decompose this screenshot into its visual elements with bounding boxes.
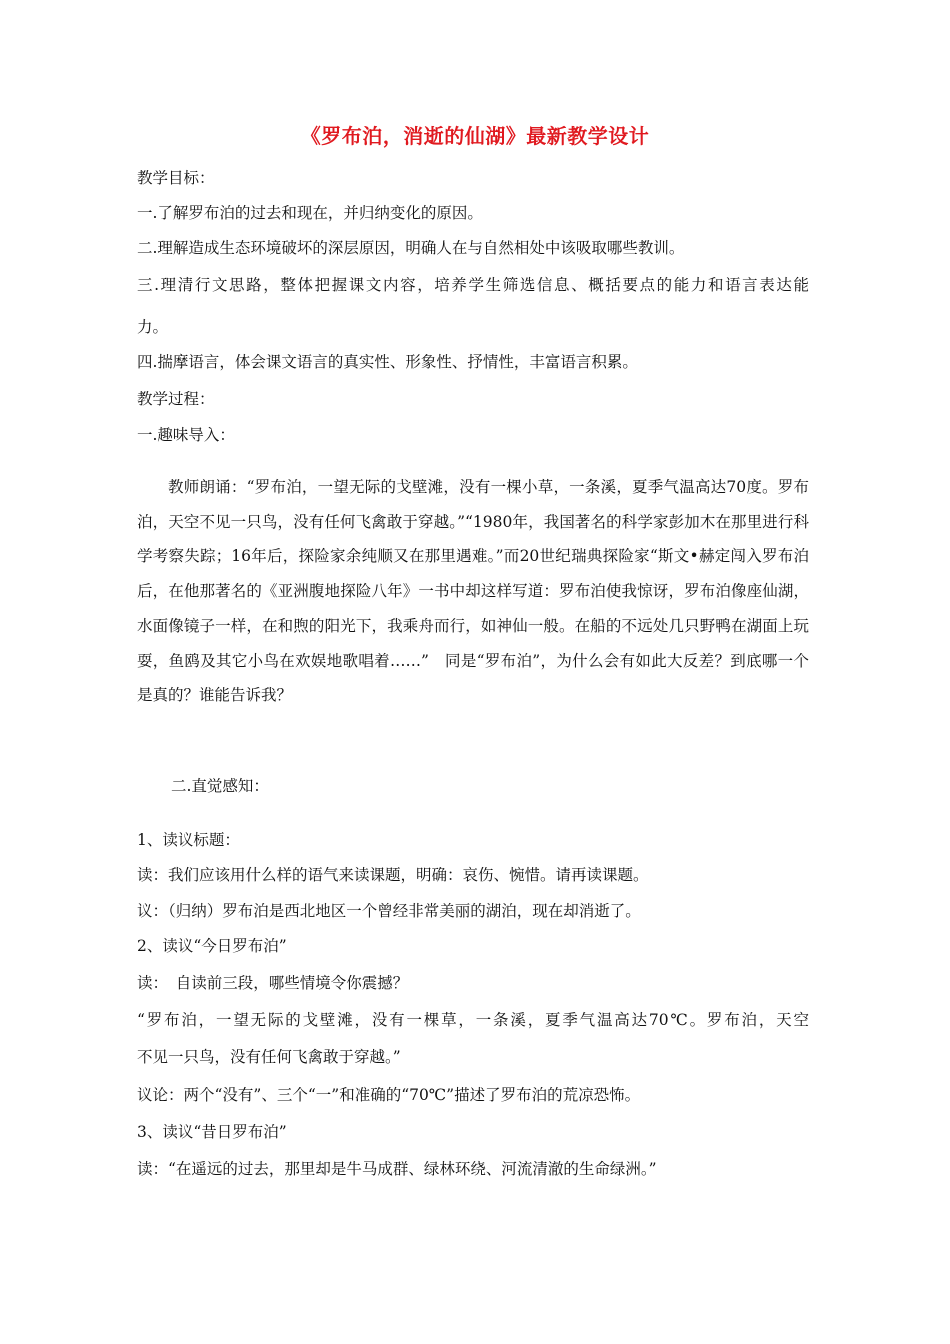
- section2-line-2: 读：我们应该用什么样的语气来读课题，明确：哀伤、惋惜。请再读课题。: [137, 866, 649, 884]
- section2-line-6: “罗布泊，一望无际的戈壁滩，没有一棵草，一条溪，夏季气温高达70℃。罗布泊，天空: [137, 1011, 809, 1029]
- process-heading: 教学过程：: [137, 390, 215, 408]
- section2-line-1: 1、读议标题：: [137, 831, 240, 849]
- section1-heading: 一.趣味导入：: [137, 426, 235, 444]
- objectives-heading: 教学目标：: [137, 169, 215, 187]
- objective-item-3-cont: 力。: [137, 318, 169, 336]
- objective-item-3: 三.理清行文思路，整体把握课文内容，培养学生筛选信息、概括要点的能力和语言表达能: [137, 276, 809, 294]
- section2-line-10: 读：“在遥远的过去，那里却是牛马成群、绿林环绕、河流清澈的生命绿洲。”: [137, 1160, 657, 1178]
- objective-item-4: 四.揣摩语言，体会课文语言的真实性、形象性、抒情性，丰富语言积累。: [137, 353, 638, 371]
- section2-line-4: 2、读议“今日罗布泊”: [137, 937, 287, 955]
- document-title: 《罗布泊，消逝的仙湖》最新教学设计: [300, 124, 650, 148]
- section2-line-5: 读： 自读前三段，哪些情境令你震撼？: [137, 974, 409, 992]
- section2-line-3: 议：（归纳）罗布泊是西北地区一个曾经非常美丽的湖泊，现在却消逝了。: [137, 902, 641, 920]
- section2-line-9: 3、读议“昔日罗布泊”: [137, 1123, 287, 1141]
- section2-line-7: 不见一只鸟，没有任何飞禽敢于穿越。”: [137, 1048, 401, 1066]
- objective-item-2: 二.理解造成生态环境破坏的深层原因，明确人在与自然相处中该吸取哪些教训。: [137, 239, 685, 257]
- intro-paragraph: 教师朗诵：“罗布泊，一望无际的戈壁滩，没有一棵小草，一条溪，夏季气温高达70度。罗布泊，天空不见一只鸟，没有任何飞禽敢于穿越。”“1980年，我国著名的科学家彭加木在那里进行科学考察失踪；16年后，探险家余纯顺又在那里遇难。”而20世纪瑞典探险家“斯文•赫定闯入罗布泊后，在他那著名的《亚洲腹地探险八年》一书中却这样写道：罗布泊使我惊讶，罗布泊像座仙湖，水面像镜子一样，在和煦的阳光下，我乘舟而行，如神仙一般。在船的不远处几只野鸭在湖面上玩耍，鱼鸥及其它小鸟在欢娱地歌唱着……” 同是“罗布泊”，为什么会有如此大反差？到底哪一个是真的？谁能告诉我？: [137, 478, 809, 705]
- objective-item-1: 一.了解罗布泊的过去和现在，并归纳变化的原因。: [137, 204, 483, 222]
- section2-line-8: 议论：两个“没有”、三个“一”和准确的“70℃”描述了罗布泊的荒凉恐怖。: [137, 1086, 641, 1104]
- section2-heading: 二.直觉感知：: [171, 777, 269, 795]
